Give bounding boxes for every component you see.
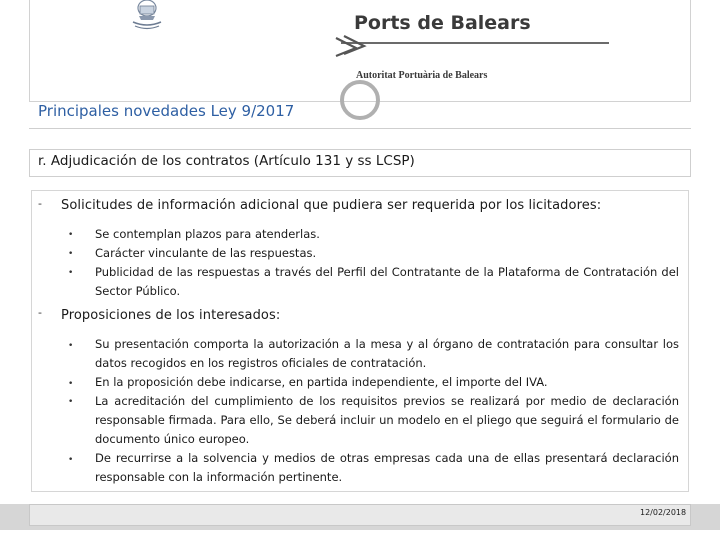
- footer-date: 12/02/2018: [640, 508, 687, 517]
- section-title: r. Adjudicación de los contratos (Artículo 131 y ss LCSP): [38, 153, 415, 169]
- block2-heading: Proposiciones de los interesados:: [61, 308, 281, 323]
- decorative-circle: [340, 80, 380, 120]
- title-divider: [29, 128, 691, 129]
- bullet-marker: •: [68, 230, 74, 240]
- bullet-marker: •: [68, 397, 74, 407]
- list-item: De recurrirse a la solvencia y medios de otras empresas cada una de ellas presentará declaración responsable con la información pertinente.: [95, 451, 679, 484]
- list-item: Publicidad de las respuestas a través del Perfil del Contratante de la Plataforma de Contratación del Sector Público.: [95, 265, 679, 298]
- coat-of-arms-icon: [127, 0, 167, 30]
- brand-divider: [341, 42, 609, 44]
- list-item: Su presentación comporta la autorización a la mesa y al órgano de contratación para consultar los datos recogidos en los registros oficiales de contratación.: [95, 337, 679, 370]
- bullet-marker: •: [68, 455, 74, 465]
- slide-title: Principales novedades Ley 9/2017: [38, 102, 295, 120]
- list-item: Se contemplan plazos para atenderlas.: [95, 227, 320, 241]
- ports-logo-icon: [334, 34, 374, 60]
- block1-heading: Solicitudes de información adicional que pudiera ser requerida por los licitadores:: [61, 198, 602, 213]
- bullet-marker: •: [68, 379, 74, 389]
- bullet-marker: •: [68, 268, 74, 278]
- dash-marker: -: [38, 306, 42, 319]
- bullet-marker: •: [68, 341, 74, 351]
- list-item: La acreditación del cumplimiento de los requisitos previos se realizará por medio de declaración responsable firmada. Para ello, Se deberá incluir un modelo en el pliego que seguirá el formulario de documento único europeo.: [95, 394, 679, 446]
- dash-marker: -: [38, 197, 42, 210]
- list-item: En la proposición debe indicarse, en partida independiente, el importe del IVA.: [95, 375, 548, 389]
- bullet-marker: •: [68, 249, 74, 259]
- footer-panel: [29, 504, 691, 526]
- list-item: Carácter vinculante de las respuestas.: [95, 246, 317, 260]
- brand-name: Ports de Balears: [354, 12, 531, 34]
- brand-subtitle: Autoritat Portuària de Balears: [356, 70, 488, 81]
